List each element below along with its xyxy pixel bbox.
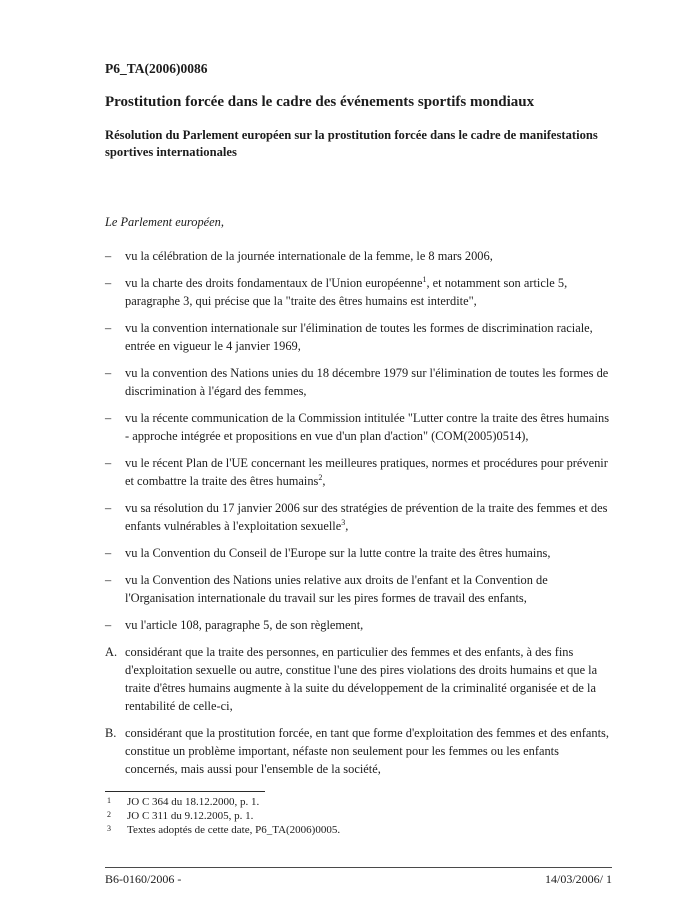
footnote-reference: 3 xyxy=(341,518,346,527)
footnote-reference: 1 xyxy=(422,275,427,284)
recitals-list xyxy=(105,643,612,778)
recital-letter-marker: A. xyxy=(105,645,118,659)
footnote-item xyxy=(105,795,612,809)
citation-text xyxy=(125,319,612,355)
recital-text-before: considérant que la prostitution forcée, en tant que forme d'exploitation des femmes et des enfants, constitue un problème important, néfaste non seulement pour les femmes ou les enfants concernés, mais aussi pour l'ensemble de la société, xyxy=(125,726,609,776)
citation-text-after: , xyxy=(345,519,349,533)
citation-text-before: vu la Convention des Nations unies relative aux droits de l'enfant et la Convention de l'Organisation internationale du travail sur les pires formes de travail des enfants, xyxy=(125,573,548,605)
citation-item xyxy=(105,616,612,634)
citation-text-before: vu la récente communication de la Commission intitulée "Lutter contre la traite des êtres humains - approche intégrée et propositions en vue d'un plan d'action" (COM(2005)0514), xyxy=(125,411,610,443)
citation-text-before: vu sa résolution du 17 janvier 2006 sur des stratégies de prévention de la traite des femmes et des enfants vulnérables à l'exploitation sexuelle xyxy=(125,501,608,533)
citation-item xyxy=(105,247,612,265)
footnote-reference: 2 xyxy=(318,473,323,482)
doc-subtitle: Résolution du Parlement européen sur la prostitution forcée dans le cadre de manifestations sportives internationales xyxy=(105,128,598,159)
document-page xyxy=(105,0,612,906)
recital-letter-marker: B. xyxy=(105,726,117,740)
page-footer xyxy=(105,867,612,887)
citation-text-before: vu l'article 108, paragraphe 5, de son règlement, xyxy=(125,618,364,632)
citation-item xyxy=(105,454,612,490)
citation-text xyxy=(125,409,612,445)
citation-dash-marker: – xyxy=(105,546,112,560)
citation-text-before: vu la Convention du Conseil de l'Europe sur la lutte contre la traite des êtres humains, xyxy=(125,546,551,560)
footnote-text: JO C 364 du 18.12.2000, p. 1. xyxy=(127,796,260,808)
citation-text xyxy=(125,247,612,265)
footnote-item xyxy=(105,809,612,823)
footnotes-list xyxy=(105,795,612,837)
citation-dash-marker: – xyxy=(105,573,112,587)
citation-text-after: , et notamment son article 5, paragraphe 3, qui précise que la "traite des êtres humains est interdite", xyxy=(125,276,568,308)
citation-dash-marker: – xyxy=(105,456,112,470)
citation-text-before: vu le récent Plan de l'UE concernant les meilleures pratiques, normes et procédures pour prévenir et combattre la traite des êtres humains xyxy=(125,456,608,488)
citation-text xyxy=(125,616,612,634)
citation-item xyxy=(105,571,612,607)
citation-text xyxy=(125,454,612,490)
citation-dash-marker: – xyxy=(105,249,112,263)
recital-text xyxy=(125,724,612,778)
citation-item xyxy=(105,409,612,445)
recital-item xyxy=(105,643,612,715)
citation-dash-marker: – xyxy=(105,366,112,380)
citation-text xyxy=(125,544,612,562)
citation-text-before: vu la convention internationale sur l'élimination de toutes les formes de discrimination raciale, entrée en vigueur le 4 janvier 1969, xyxy=(125,321,593,353)
doc-title: Prostitution forcée dans le cadre des événements sportifs mondiaux xyxy=(105,94,535,110)
citation-item xyxy=(105,364,612,400)
citation-text xyxy=(125,571,612,607)
citation-text xyxy=(125,499,612,535)
citation-item xyxy=(105,499,612,535)
footnote-number: 3 xyxy=(107,824,111,833)
citation-dash-marker: – xyxy=(105,411,112,425)
citation-text-after: , xyxy=(322,474,326,488)
footer-date-page-number: 14/03/2006/ 1 xyxy=(544,872,612,886)
citation-text xyxy=(125,364,612,400)
footnotes-section xyxy=(105,791,612,837)
citation-dash-marker: – xyxy=(105,276,112,290)
citation-text-before: vu la célébration de la journée internationale de la femme, le 8 mars 2006, xyxy=(125,249,493,263)
doc-number: P6_TA(2006)0086 xyxy=(105,61,208,76)
footer-doc-reference: B6-0160/2006 - xyxy=(105,872,182,886)
footnote-separator-rule xyxy=(105,791,265,792)
citation-item xyxy=(105,544,612,562)
recital-text-before: considérant que la traite des personnes, en particulier des femmes et des enfants, à des fins d'exploitation sexuelle ou autre, constitue l'une des pires violations des droits humains et que la traite d'êtres humains augmente à la suite du développement de la criminalité organisée et de la rentabilité de celle-ci, xyxy=(125,645,598,713)
citation-dash-marker: – xyxy=(105,618,112,632)
citation-text-before: vu la charte des droits fondamentaux de l'Union européenne xyxy=(125,276,423,290)
citation-item xyxy=(105,274,612,310)
footnote-number: 1 xyxy=(107,796,111,805)
citation-dash-marker: – xyxy=(105,321,112,335)
citation-text-before: vu la convention des Nations unies du 18 décembre 1979 sur l'élimination de toutes les formes de discrimination à l'égard des femmes, xyxy=(125,366,609,398)
footnote-number: 2 xyxy=(107,810,111,819)
intro-line: Le Parlement européen, xyxy=(105,215,224,229)
citation-item xyxy=(105,319,612,355)
citation-text xyxy=(125,274,612,310)
footnote-item xyxy=(105,823,612,837)
citations-list xyxy=(105,247,612,634)
recital-text xyxy=(125,643,612,715)
footnote-text: JO C 311 du 9.12.2005, p. 1. xyxy=(127,810,254,822)
citation-dash-marker: – xyxy=(105,501,112,515)
footnote-text: Textes adoptés de cette date, P6_TA(2006)0005. xyxy=(127,824,341,836)
recital-item xyxy=(105,724,612,778)
